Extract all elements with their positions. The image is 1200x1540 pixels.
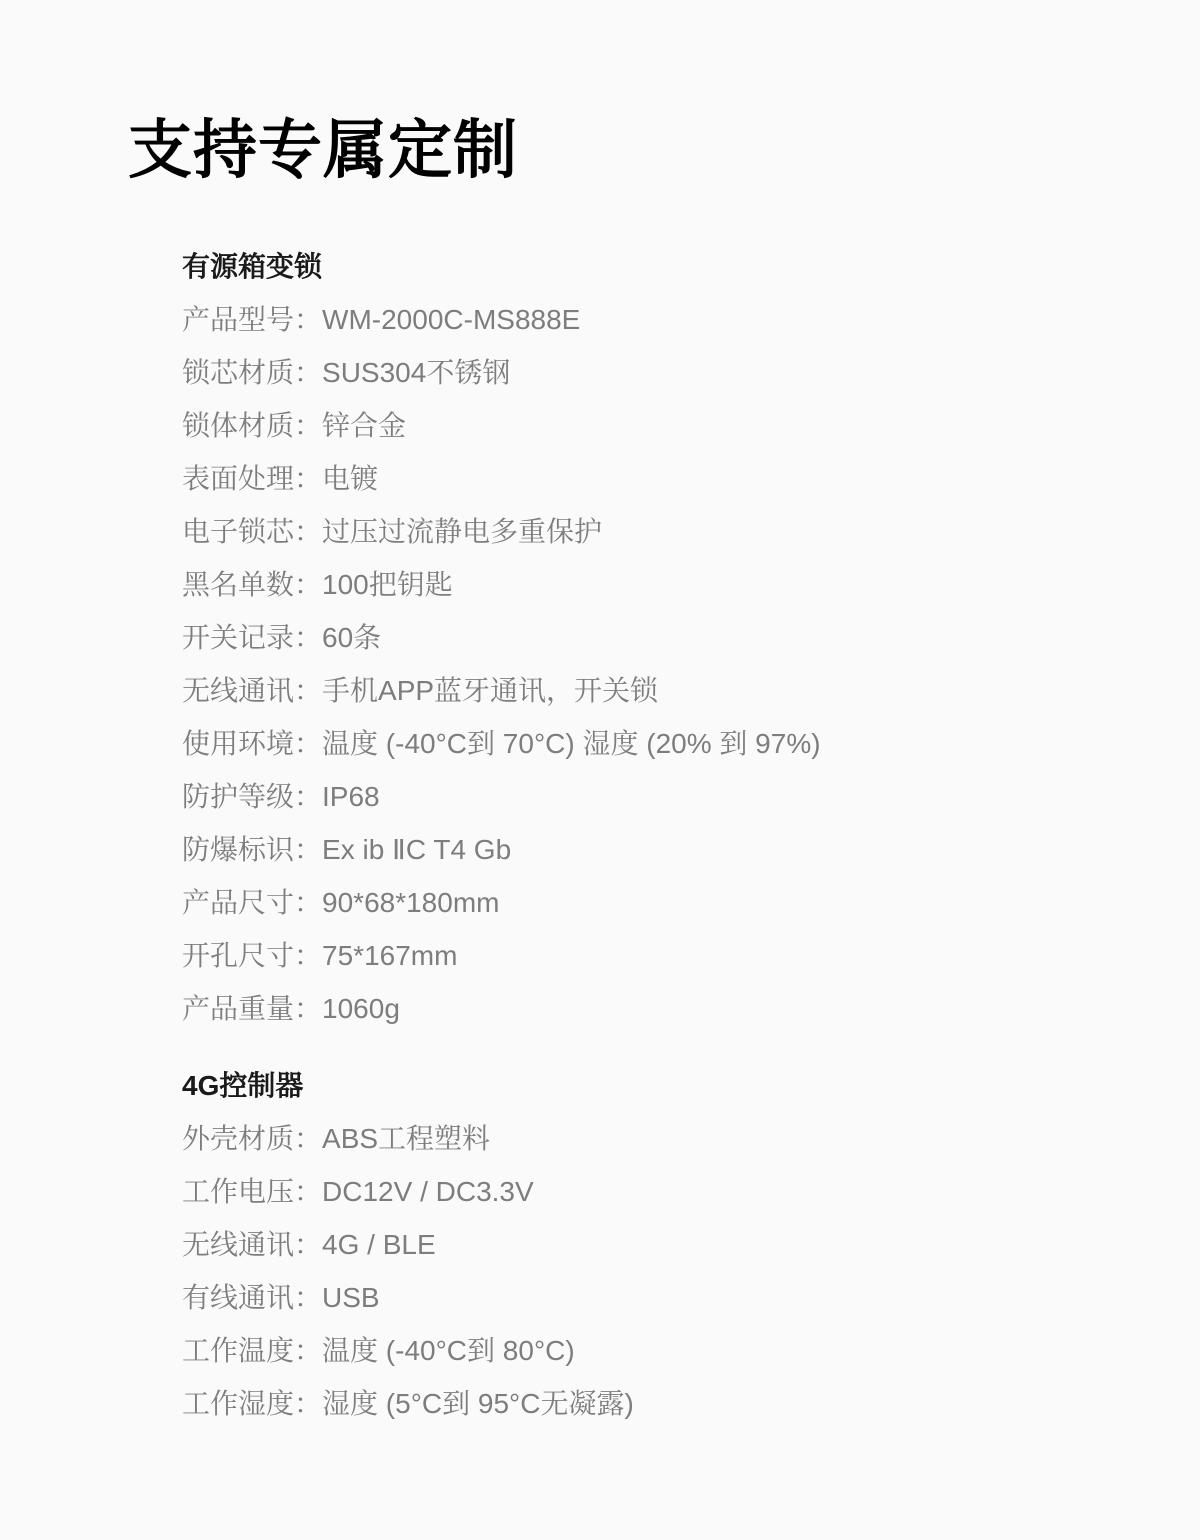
- spec-row: [182, 1112, 1110, 1165]
- spec-value: 1060g: [322, 993, 400, 1024]
- spec-label: 工作电压: [182, 1176, 295, 1207]
- spec-value: 4G / BLE: [322, 1229, 436, 1260]
- spec-value: 温度 (-40°C到 70°C) 湿度 (20% 到 97%): [322, 728, 821, 759]
- spec-value: 100把钥匙: [322, 569, 453, 600]
- spec-colon: ：: [294, 1123, 323, 1154]
- section-heading: 有源箱变锁: [182, 251, 323, 282]
- spec-value: IP68: [322, 781, 380, 812]
- spec-colon: ：: [294, 940, 323, 971]
- spec-content: [0, 240, 1200, 1430]
- spec-label: 工作温度: [182, 1335, 295, 1366]
- spec-row: [182, 346, 1110, 399]
- spec-label: 产品型号: [182, 304, 295, 335]
- spec-value: 75*167mm: [322, 940, 458, 971]
- spec-label: 锁芯材质: [182, 357, 295, 388]
- spec-label: 产品尺寸: [182, 887, 295, 918]
- spec-value: 锌合金: [322, 410, 407, 441]
- spec-value: 湿度 (5°C到 95°C无凝露): [322, 1388, 634, 1419]
- spec-colon: ：: [294, 1176, 323, 1207]
- spec-label: 表面处理: [182, 463, 295, 494]
- spec-value: 电镀: [322, 463, 379, 494]
- spec-row: [182, 823, 1110, 876]
- spec-row: [182, 982, 1110, 1035]
- spec-colon: ：: [294, 1335, 323, 1366]
- spec-row: [182, 293, 1110, 346]
- spec-colon: ：: [294, 781, 323, 812]
- spec-value: 手机APP蓝牙通讯，开关锁: [322, 675, 659, 706]
- spec-value: ABS工程塑料: [322, 1123, 491, 1154]
- spec-colon: ：: [294, 675, 323, 706]
- spec-label: 防爆标识: [182, 834, 295, 865]
- spec-colon: ：: [294, 993, 323, 1024]
- spec-colon: ：: [294, 728, 323, 759]
- spec-colon: ：: [294, 834, 323, 865]
- spec-colon: ：: [294, 622, 323, 653]
- spec-label: 工作湿度: [182, 1388, 295, 1419]
- spec-label: 外壳材质: [182, 1123, 295, 1154]
- spec-row: [182, 929, 1110, 982]
- spec-row: [182, 717, 1110, 770]
- spec-colon: ：: [294, 304, 323, 335]
- spec-colon: ：: [294, 410, 323, 441]
- spec-section-4g-controller: [182, 1059, 1110, 1430]
- spec-label: 无线通讯: [182, 675, 295, 706]
- spec-value: WM-2000C-MS888E: [322, 304, 581, 335]
- spec-value: 温度 (-40°C到 80°C): [322, 1335, 575, 1366]
- spec-label: 开孔尺寸: [182, 940, 295, 971]
- spec-section-active-box-lock: [182, 240, 1110, 1035]
- spec-label: 电子锁芯: [182, 516, 295, 547]
- spec-value: SUS304不锈钢: [322, 357, 511, 388]
- spec-colon: ：: [294, 516, 323, 547]
- spec-value: DC12V / DC3.3V: [322, 1176, 534, 1207]
- spec-label: 有线通讯: [182, 1282, 295, 1313]
- spec-row: [182, 611, 1110, 664]
- spec-row: [182, 1218, 1110, 1271]
- spec-row: [182, 876, 1110, 929]
- spec-value: 90*68*180mm: [322, 887, 500, 918]
- spec-row: [182, 1165, 1110, 1218]
- spec-label: 锁体材质: [182, 410, 295, 441]
- spec-value: 过压过流静电多重保护: [322, 516, 603, 547]
- spec-colon: ：: [294, 887, 323, 918]
- spec-row: [182, 1324, 1110, 1377]
- spec-colon: ：: [294, 463, 323, 494]
- spec-label: 开关记录: [182, 622, 295, 653]
- spec-row: [182, 1271, 1110, 1324]
- spec-label: 产品重量: [182, 993, 295, 1024]
- spec-label: 防护等级: [182, 781, 295, 812]
- spec-value: 60条: [322, 622, 382, 653]
- spec-colon: ：: [294, 1388, 323, 1419]
- spec-colon: ：: [294, 1282, 323, 1313]
- spec-value: USB: [322, 1282, 380, 1313]
- spec-row: [182, 664, 1110, 717]
- spec-colon: ：: [294, 1229, 323, 1260]
- spec-row: [182, 770, 1110, 823]
- spec-label: 使用环境: [182, 728, 295, 759]
- spec-row: [182, 505, 1110, 558]
- spec-row: [182, 558, 1110, 611]
- page-title: 支持专属定制: [128, 114, 518, 186]
- spec-colon: ：: [294, 357, 323, 388]
- spec-value: Ex ib ⅡC T4 Gb: [322, 834, 512, 865]
- spec-row: [182, 1377, 1110, 1430]
- spec-row: [182, 399, 1110, 452]
- spec-label: 无线通讯: [182, 1229, 295, 1260]
- spec-label: 黑名单数: [182, 569, 295, 600]
- spec-colon: ：: [294, 569, 323, 600]
- spec-row: [182, 452, 1110, 505]
- section-heading: 4G控制器: [182, 1070, 304, 1101]
